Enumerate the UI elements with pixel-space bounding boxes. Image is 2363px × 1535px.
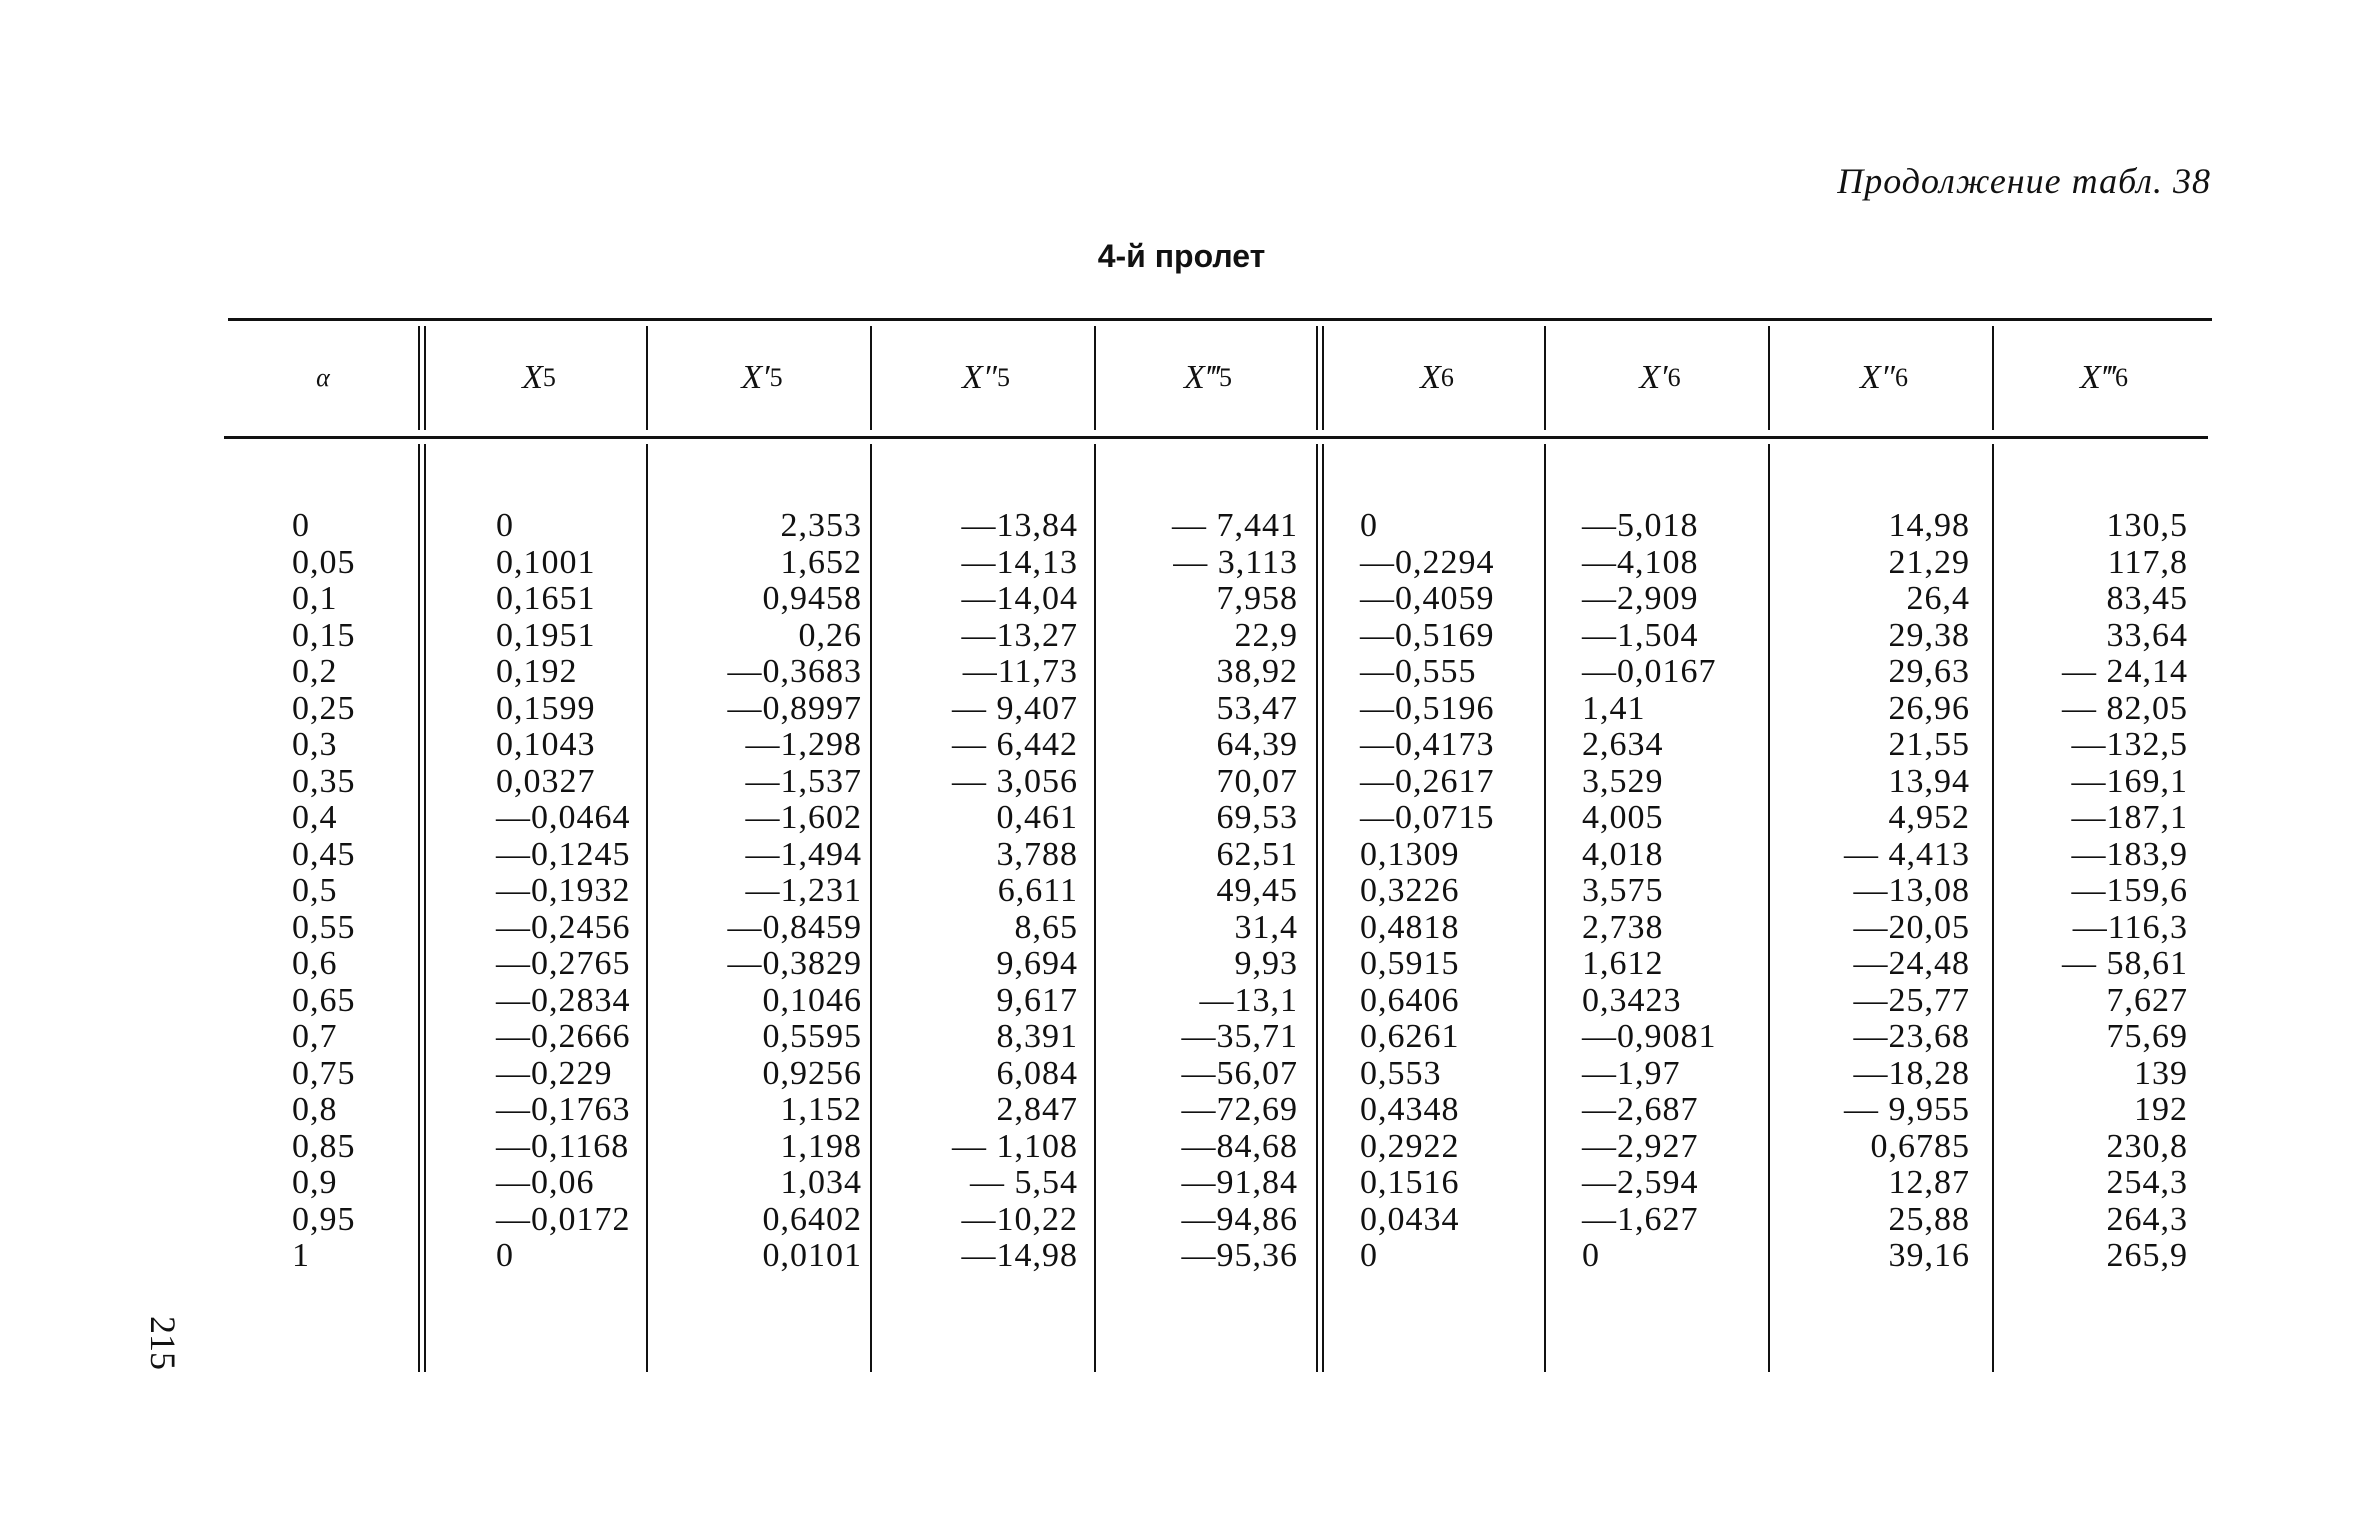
table-cell: —1,602 <box>745 799 862 836</box>
table-cell: 0,45 <box>292 835 356 873</box>
header-divider <box>1768 326 1770 430</box>
table-cell: 0 <box>292 507 310 544</box>
table-cell: —0,5169 <box>1360 616 1495 654</box>
table-cell: 254,3 <box>2106 1164 2188 1201</box>
table-cell: —2,909 <box>1582 580 1699 617</box>
table-cell: 22,9 <box>1234 616 1298 654</box>
header-divider <box>1992 326 1994 430</box>
table-cell: 29,63 <box>1888 653 1970 690</box>
table-cell: 0,6402 <box>762 1200 862 1238</box>
table-cell: 0,6 <box>292 945 338 982</box>
table-cell: 0,4 <box>292 799 338 836</box>
table-cell: 14,98 <box>1888 507 1970 544</box>
column-x6-triple-prime <box>2012 508 2188 1275</box>
table-cell: 3,575 <box>1582 872 1664 909</box>
table-cell: —1,627 <box>1582 1200 1699 1238</box>
table-cell: 0 <box>1360 1237 1378 1274</box>
table-cell: —0,0167 <box>1582 653 1717 690</box>
table-cell: 265,9 <box>2106 1237 2188 1274</box>
table-cell: 0,3 <box>292 726 338 763</box>
table-cell: —0,4059 <box>1360 580 1495 617</box>
table-cell: 0,25 <box>292 689 356 727</box>
table-cell: —5,018 <box>1582 507 1699 544</box>
table-cell: 0,75 <box>292 1054 356 1092</box>
table-cell: — 6,442 <box>952 726 1078 763</box>
table-cell: 75,69 <box>2106 1018 2188 1055</box>
table-cell: 1,198 <box>780 1127 862 1165</box>
table-cell: —13,27 <box>961 616 1078 654</box>
table-cell: —1,298 <box>745 726 862 763</box>
table-cell: — 3,113 <box>1173 543 1298 581</box>
table-cell: 13,94 <box>1888 762 1970 800</box>
table-cell: —0,5196 <box>1360 689 1495 727</box>
table-cell: —0,9081 <box>1582 1018 1717 1055</box>
header-divider <box>1544 326 1546 430</box>
table-cell: —0,8997 <box>727 689 862 727</box>
table-cell: 0,2922 <box>1360 1127 1460 1165</box>
table-cell: 0 <box>496 507 514 544</box>
header-divider <box>870 326 872 430</box>
header-divider <box>1316 326 1318 430</box>
table-cell: —4,108 <box>1582 543 1699 581</box>
table-cell: —72,69 <box>1181 1091 1298 1128</box>
header-divider <box>424 326 426 430</box>
table-cell: —20,05 <box>1853 908 1970 946</box>
body-divider <box>870 444 872 1372</box>
table-cell: 83,45 <box>2106 580 2188 617</box>
table-cell: —84,68 <box>1181 1127 1298 1165</box>
table-cell: —56,07 <box>1181 1054 1298 1092</box>
table-cell: — 1,108 <box>952 1127 1078 1165</box>
table-cell: —0,2617 <box>1360 762 1495 800</box>
table-cell: —25,77 <box>1853 981 1970 1019</box>
table-cell: —169,1 <box>2071 762 2188 800</box>
table-cell: 9,93 <box>1234 945 1298 982</box>
table-cell: —1,97 <box>1582 1054 1681 1092</box>
table-cell: 0,26 <box>798 616 862 654</box>
table-cell: 0,9256 <box>762 1054 862 1092</box>
table-cell: 0 <box>496 1237 514 1274</box>
table-cell: —14,98 <box>961 1237 1078 1274</box>
table-cell: 0,1001 <box>496 543 596 581</box>
header-divider <box>1322 326 1324 430</box>
header-x5: X 5 <box>522 359 556 396</box>
column-x5-double-prime <box>898 508 1078 1275</box>
table-cell: 9,617 <box>996 981 1078 1019</box>
table-cell: — 58,61 <box>2062 945 2188 982</box>
table-cell: 0,9 <box>292 1164 338 1201</box>
table-cell: 0,2 <box>292 653 338 690</box>
table-cell: 0,5595 <box>762 1018 862 1055</box>
table-cell: 1,41 <box>1582 689 1646 727</box>
table-cell: 0,553 <box>1360 1054 1442 1092</box>
table-cell: —183,9 <box>2071 835 2188 873</box>
table-cell: —2,927 <box>1582 1127 1699 1165</box>
table-cell: 0,85 <box>292 1127 356 1165</box>
table-cell: 0,1951 <box>496 616 596 654</box>
table-cell: —91,84 <box>1181 1164 1298 1201</box>
table-cell: —0,06 <box>496 1164 595 1201</box>
table-cell: —13,1 <box>1199 981 1298 1019</box>
header-divider <box>418 326 420 430</box>
body-divider <box>1322 444 1324 1372</box>
table-cell: 69,53 <box>1216 799 1298 836</box>
table-cell: —0,8459 <box>727 908 862 946</box>
table-cell: 6,611 <box>997 872 1078 909</box>
column-x6 <box>1360 508 1540 1275</box>
table-cell: 0 <box>1582 1237 1600 1274</box>
header-x6-prime: X′ 6 <box>1639 359 1681 396</box>
table-cell: —0,2765 <box>496 945 631 982</box>
table-header-rule <box>224 436 2208 439</box>
table-cell: —2,687 <box>1582 1091 1699 1128</box>
table-cell: —95,36 <box>1181 1237 1298 1274</box>
table-cell: 264,3 <box>2106 1200 2188 1238</box>
header-divider <box>1094 326 1096 430</box>
table-cell: 4,005 <box>1582 799 1664 836</box>
table-cell: 26,96 <box>1888 689 1970 727</box>
table-cell: 21,29 <box>1888 543 1970 581</box>
table-cell: 0,9458 <box>762 580 862 617</box>
table-cell: 1,612 <box>1582 945 1664 982</box>
section-title: 4-й пролет <box>1097 238 1266 274</box>
table-cell: —10,22 <box>961 1200 1078 1238</box>
table-cell: 0,15 <box>292 616 356 654</box>
table-cell: 230,8 <box>2106 1127 2188 1165</box>
table-cell: —13,08 <box>1853 872 1970 909</box>
table-cell: 4,952 <box>1888 799 1970 836</box>
table-cell: —116,3 <box>2072 908 2188 946</box>
column-x5 <box>496 508 644 1275</box>
table-cell: 0,4348 <box>1360 1091 1460 1128</box>
table-cell: —0,0715 <box>1360 799 1495 836</box>
body-divider <box>1992 444 1994 1372</box>
column-alpha <box>292 508 412 1275</box>
table-cell: —0,2834 <box>496 981 631 1019</box>
table-cell: 26,4 <box>1906 580 1970 617</box>
table-cell: —187,1 <box>2071 799 2188 836</box>
table-cell: 0,0327 <box>496 762 596 800</box>
table-cell: 1,034 <box>780 1164 862 1201</box>
table-cell: 0,4818 <box>1360 908 1460 946</box>
table-cell: 0,1046 <box>762 981 862 1019</box>
table-cell: 117,8 <box>2107 543 2188 581</box>
header-x6-double-prime: X″ 6 <box>1860 359 1908 396</box>
table-cell: 2,353 <box>780 507 862 544</box>
table-cell: —0,3829 <box>727 945 862 982</box>
table-cell: 62,51 <box>1216 835 1298 873</box>
body-divider <box>1544 444 1546 1372</box>
table-cell: —0,1763 <box>496 1091 631 1128</box>
table-cell: —0,2294 <box>1360 543 1495 581</box>
table-cell: 1,152 <box>780 1091 862 1128</box>
table-cell: — 9,955 <box>1844 1091 1970 1128</box>
table-cell: 7,958 <box>1216 580 1298 617</box>
table-cell: 0,1651 <box>496 580 596 617</box>
table-cell: 0,461 <box>996 799 1078 836</box>
table-cell: —1,494 <box>745 835 862 873</box>
table-cell: 2,847 <box>996 1091 1078 1128</box>
table-cell: — 4,413 <box>1844 835 1970 873</box>
table-cell: —24,48 <box>1853 945 1970 982</box>
table-cell: 0,5 <box>292 872 338 909</box>
table-cell: —0,2456 <box>496 908 631 946</box>
table-cell: —0,1245 <box>496 835 631 873</box>
table-cell: 0,0101 <box>762 1237 862 1274</box>
table-cell: 53,47 <box>1216 689 1298 727</box>
body-divider <box>1316 444 1318 1372</box>
table-cell: —13,84 <box>961 507 1078 544</box>
header-x6-triple-prime: X‴ 6 <box>2079 359 2129 396</box>
table-cell: — 7,441 <box>1172 507 1298 544</box>
table-cell: —0,3683 <box>727 653 862 690</box>
table-cell: 39,16 <box>1888 1237 1970 1274</box>
table-cell: —0,4173 <box>1360 726 1495 763</box>
table-cell: — 9,407 <box>952 689 1078 727</box>
table-cell: 139 <box>2134 1054 2188 1092</box>
table-cell: —14,13 <box>961 543 1078 581</box>
table-cell: — 3,056 <box>952 762 1078 800</box>
data-table <box>228 318 2212 1274</box>
table-cell: 9,694 <box>996 945 1078 982</box>
table-cell: 3,788 <box>996 835 1078 873</box>
table-cell: —11,73 <box>962 653 1078 690</box>
column-x6-double-prime <box>1798 508 1970 1275</box>
header-divider <box>646 326 648 430</box>
table-cell: 0,5915 <box>1360 945 1460 982</box>
table-cell: —0,229 <box>496 1054 613 1092</box>
table-cell: 0,65 <box>292 981 356 1019</box>
table-cell: —0,0172 <box>496 1200 631 1238</box>
body-divider <box>646 444 648 1372</box>
table-cell: 0,6406 <box>1360 981 1460 1019</box>
table-cell: 0,05 <box>292 543 356 581</box>
table-cell: —0,1932 <box>496 872 631 909</box>
table-cell: 49,45 <box>1216 872 1298 909</box>
table-cell: 0,6261 <box>1360 1018 1460 1055</box>
table-cell: 0,8 <box>292 1091 338 1128</box>
table-cell: 192 <box>2134 1091 2188 1128</box>
table-cell: — 82,05 <box>2062 689 2188 727</box>
table-cell: 4,018 <box>1582 835 1664 873</box>
header-x5-double-prime: X″ 5 <box>962 359 1010 396</box>
table-cell: —159,6 <box>2071 872 2188 909</box>
header-x5-prime: X′ 5 <box>741 359 783 396</box>
table-cell: —18,28 <box>1853 1054 1970 1092</box>
table-cell: —1,537 <box>745 762 862 800</box>
table-cell: —0,0464 <box>496 799 631 836</box>
table-header-row <box>228 326 2212 430</box>
table-cell: 0,3423 <box>1582 981 1682 1019</box>
header-alpha: α <box>316 363 330 392</box>
table-cell: 70,07 <box>1216 762 1298 800</box>
table-cell: 2,634 <box>1582 726 1664 763</box>
table-cell: 38,92 <box>1216 653 1298 690</box>
table-top-rule <box>228 318 2212 321</box>
column-x5-prime <box>682 508 862 1275</box>
body-divider <box>424 444 426 1372</box>
column-x6-prime <box>1582 508 1752 1275</box>
table-cell: —14,04 <box>961 580 1078 617</box>
header-x5-triple-prime: X‴ 5 <box>1183 359 1233 396</box>
table-cell: 0,3226 <box>1360 872 1460 909</box>
table-cell: 0,1309 <box>1360 835 1460 873</box>
table-cell: —94,86 <box>1181 1200 1298 1238</box>
table-cell: —1,231 <box>745 872 862 909</box>
table-cell: 0,192 <box>496 653 578 690</box>
table-cell: 64,39 <box>1216 726 1298 763</box>
table-cell: —132,5 <box>2071 726 2188 763</box>
table-cell: 0,1516 <box>1360 1164 1460 1201</box>
table-cell: 0,95 <box>292 1200 356 1238</box>
body-divider <box>418 444 420 1372</box>
table-cell: 0,1599 <box>496 689 596 727</box>
table-cell: 29,38 <box>1888 616 1970 654</box>
table-cell: —0,2666 <box>496 1018 631 1055</box>
continuation-label: Продолжение табл. 38 <box>1837 161 2211 201</box>
table-cell: 130,5 <box>2106 507 2188 544</box>
page-number: 215 <box>143 1316 183 1370</box>
table-cell: —2,594 <box>1582 1164 1699 1201</box>
table-cell: — 5,54 <box>970 1164 1078 1201</box>
table-cell: —1,504 <box>1582 616 1699 654</box>
table-cell: 21,55 <box>1888 726 1970 763</box>
table-cell: 0,0434 <box>1360 1200 1460 1238</box>
table-cell: 25,88 <box>1888 1200 1970 1238</box>
table-cell: 33,64 <box>2106 616 2188 654</box>
table-cell: 8,65 <box>1014 908 1078 946</box>
table-cell: 3,529 <box>1582 762 1664 800</box>
table-cell: 0,55 <box>292 908 356 946</box>
table-cell: 0,35 <box>292 762 356 800</box>
table-cell: — 24,14 <box>2062 653 2188 690</box>
column-x5-triple-prime <box>1128 508 1298 1275</box>
table-cell: 1,652 <box>780 543 862 581</box>
table-cell: 31,4 <box>1234 908 1298 946</box>
table-cell: 0,7 <box>292 1018 338 1055</box>
body-divider <box>1094 444 1096 1372</box>
table-cell: 2,738 <box>1582 908 1664 946</box>
table-cell: —0,555 <box>1360 653 1477 690</box>
table-cell: 0,1043 <box>496 726 596 763</box>
body-divider <box>1768 444 1770 1372</box>
table-cell: —0,1168 <box>496 1127 630 1165</box>
table-cell: 12,87 <box>1888 1164 1970 1201</box>
table-cell: 0 <box>1360 507 1378 544</box>
table-cell: 1 <box>292 1237 310 1274</box>
table-cell: 0,6785 <box>1870 1127 1970 1165</box>
table-cell: —23,68 <box>1853 1018 1970 1055</box>
table-cell: 0,1 <box>292 580 338 617</box>
header-x6: X 6 <box>1420 359 1454 396</box>
table-cell: 8,391 <box>996 1018 1078 1055</box>
table-cell: 7,627 <box>2106 981 2188 1019</box>
table-cell: 6,084 <box>996 1054 1078 1092</box>
table-cell: —35,71 <box>1181 1018 1298 1055</box>
